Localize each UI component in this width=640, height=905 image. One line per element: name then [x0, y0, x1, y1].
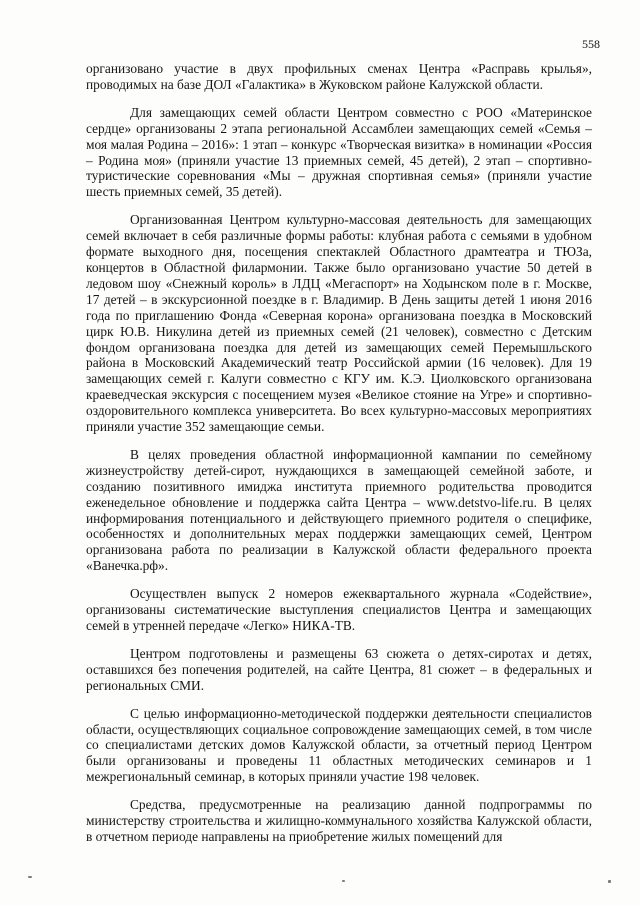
paragraph-participation-camps: организовано участие в двух профильных сменах Центра «Расправь крылья», проводимых на базе ДОЛ «Галактика» в Жуковском районе Калужской области.: [86, 61, 592, 92]
paragraph-media-stories: Центром подготовлены и размещены 63 сюжета о детях-сиротах и детях, оставшихся без попечения родителей, на сайте Центра, 81 сюжет – в федеральных и региональных СМИ.: [86, 645, 592, 693]
paragraph-journal-release: Осуществлен выпуск 2 номеров ежеквартального журнала «Содействие», организованы систематические выступления специалистов Центра и замещающих семей в утренней передаче «Легко» НИКА-ТВ.: [86, 586, 592, 633]
paragraph-assembly-families: Для замещающих семей области Центром совместно с РОО «Материнское сердце» организованы 2 этапа региональной Ассамблеи замещающих семей «Семья – моя малая Родина – 2016»: 1 этап – конкурс «Творческая визитка» в номинации «Россия – Родина моя» (приняли участие 13 приемных семей, 45 детей), 2 этап – спортивно-туристические соревнования «Мы – дружная спортивная семья» (приняли участие шесть приемных семей, 35 детей).: [86, 104, 592, 200]
paragraph-methodical-seminars: С целью информационно-методической поддержки деятельности специалистов области, осуществляющих социальное сопровождение замещающих семей, в том числе со специалистами детских домов Калужской области, за отчетный период Центром были организованы и проведены 11 областных методических семинаров и 1 межрегиональный семинар, в которых приняли участие 198 человек.: [86, 705, 592, 785]
page-number: 558: [582, 37, 600, 51]
paragraph-information-campaign: В целях проведения областной информационной кампании по семейному жизнеустройству детей-сирот, нуждающихся в замещающей семейной заботе, и созданию позитивного имиджа института приемного родительства проводится еженедельное обновление и поддержка сайта Центра – www.detstvo-life.ru. В целях информирования потенциального и действующего приемного родителя о специфике, особенностях и дополнительных мерах поддержки замещающих семей, Центром организована работа по реализации в Калужской области федерального проекта «Ванечка.рф».: [86, 446, 592, 574]
paragraph-housing-funds: Средства, предусмотренные на реализацию данной подпрограммы по министерству строительства и жилищно-коммунального хозяйства Калужской области, в отчетном периоде направлены на приобретение жилых помещений для: [86, 797, 592, 844]
document-body: [86, 61, 592, 845]
scan-speck: [28, 876, 32, 878]
scan-speck: [342, 880, 345, 882]
paragraph-cultural-activities: Организованная Центром культурно-массовая деятельность для замещающих семей включает в себя различные формы работы: клубная работа с семьями в удобном формате выходного дня, посещения спектаклей Областного драмтеатра и ТЮЗа, концертов в Областной филармонии. Также было организовано участие 50 детей в ледовом шоу «Снежный король» в ЛДЦ «Мегаспорт» на Ходынском поле в г. Москве, 17 детей – в экскурсионной поездке в г. Владимир. В День защиты детей 1 июня 2016 года по приглашению Фонда «Северная корона» организована поездка в Московский цирк Ю.В. Никулина детей из приемных семей (21 человек), совместно с Детским фондом организована поездка для детей из замещающих семей Перемышльского района в Московский Академический театр Российской армии (16 человек). Для 19 замещающих семей г. Калуги совместно с КГУ им. К.Э. Циолковского организована краеведческая экскурсия с посещением музея «Великое стояние на Угре» и спортивно-оздоровительного комплекса университета. Во всех культурно-массовых мероприятиях приняли участие 352 замещающие семьи.: [86, 212, 592, 435]
scan-speck: [608, 880, 611, 883]
